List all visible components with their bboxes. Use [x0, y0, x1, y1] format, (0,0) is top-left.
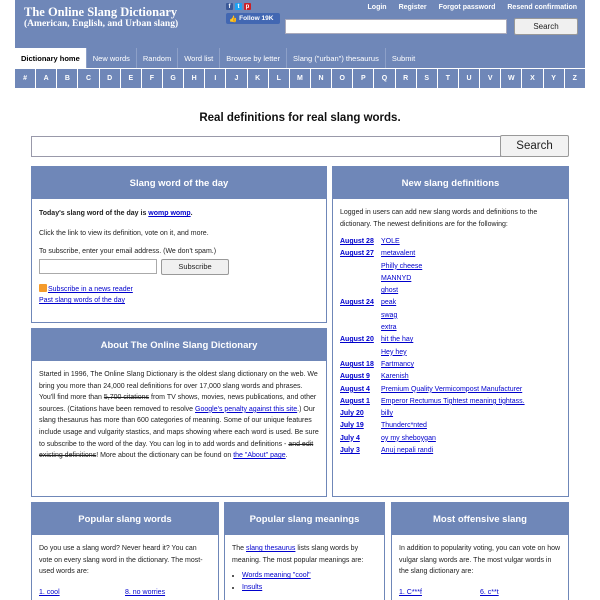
definition-words	[381, 248, 561, 297]
about-strike-citations: 5,700 citations	[103, 394, 150, 402]
about-text-3: .) Our slang thesaurus has more than 600 categories of meaning. Some of our unique features include usage and vulgarity stastics, and maps showing where each word is used. Be sure to subscribe to the word of the day. You can log in to add words and definitions -	[39, 405, 319, 448]
popular-word-link[interactable]: 1. cool	[39, 588, 60, 596]
twitter-icon[interactable]: t	[235, 3, 242, 10]
definition-row	[340, 445, 561, 457]
new-defs-list	[340, 236, 561, 457]
facebook-icon[interactable]: f	[226, 3, 233, 10]
letter-link[interactable]: V	[480, 69, 501, 88]
new-word-link[interactable]: YOLE	[381, 238, 400, 245]
letter-link[interactable]: B	[57, 69, 78, 88]
definition-words	[381, 334, 561, 359]
panel-title: Slang word of the day	[32, 167, 326, 199]
letter-link[interactable]: E	[121, 69, 142, 88]
letter-link[interactable]: Q	[374, 69, 395, 88]
definition-date[interactable]: August 9	[340, 373, 370, 381]
panel-title: New slang definitions	[333, 167, 568, 199]
subscribe-button[interactable]: Subscribe	[161, 259, 229, 275]
like-icon: 👍	[229, 15, 238, 23]
definition-words	[381, 408, 561, 420]
letter-link[interactable]: H	[184, 69, 205, 88]
tab-new-words[interactable]: New words	[86, 48, 136, 68]
letter-link[interactable]: T	[438, 69, 459, 88]
new-word-link[interactable]: Anuj nepali randi	[381, 447, 434, 455]
slang-thesaurus-link[interactable]: slang thesaurus	[246, 545, 296, 552]
new-word-link[interactable]: Thunderc*nted	[381, 422, 427, 430]
letter-link[interactable]: I	[205, 69, 226, 88]
register-link[interactable]: Register	[398, 4, 427, 11]
panel-title: Popular slang words	[32, 503, 218, 535]
definition-row	[340, 371, 561, 383]
definition-date[interactable]: July 3	[340, 447, 360, 455]
header-search-button[interactable]: Search	[514, 18, 578, 35]
site-subtitle: (American, English, and Urban slang)	[24, 19, 179, 29]
tab-browse-by-letter[interactable]: Browse by letter	[219, 48, 286, 68]
definition-words	[381, 371, 561, 383]
letter-link[interactable]: J	[226, 69, 247, 88]
about-page-link[interactable]: the "About" page	[233, 452, 286, 460]
definition-row	[340, 433, 561, 445]
about-text-5: .	[285, 452, 288, 460]
subscribe-prompt: To subscribe, enter your email address. (We don't spam.)	[39, 248, 217, 255]
about-text	[32, 361, 326, 470]
definition-date[interactable]: August 20	[340, 336, 374, 344]
panel-title: Most offensive slang	[392, 503, 568, 535]
new-word-link[interactable]: Premium Quality Vermicompost Manufacturer	[381, 385, 523, 393]
wotd-word-link[interactable]: womp womp	[148, 210, 191, 217]
letter-link[interactable]: S	[417, 69, 438, 88]
tab-slang-thesaurus[interactable]: Slang ("urban") thesaurus	[286, 48, 385, 68]
letter-link[interactable]: A	[36, 69, 57, 88]
definition-row	[340, 297, 561, 334]
definition-row	[340, 408, 561, 420]
site-title[interactable]: The Online Slang Dictionary	[24, 5, 178, 19]
about-strike-edit: and edit existing definitions	[39, 440, 314, 460]
definition-date[interactable]: August 27	[340, 250, 374, 258]
new-definitions-panel	[332, 166, 569, 497]
tab-random[interactable]: Random	[136, 48, 177, 68]
new-word-link[interactable]: Philly cheese	[381, 262, 423, 270]
wotd-suffix: .	[190, 210, 193, 217]
letter-link[interactable]: P	[353, 69, 374, 88]
letter-link[interactable]: C	[78, 69, 99, 88]
word-of-the-day-panel	[31, 166, 327, 323]
definition-date[interactable]: July 20	[340, 410, 364, 418]
panel-title: Popular slang meanings	[225, 503, 384, 535]
offensive-intro: In addition to popularity voting, you can vote on how vulgar slang words are. The most vulgar words in the slang dictionary are:	[399, 545, 561, 575]
definition-date[interactable]: August 24	[340, 299, 374, 307]
definition-row	[340, 396, 561, 408]
definition-words	[381, 420, 561, 432]
definition-date[interactable]: August 4	[340, 385, 370, 393]
letter-link[interactable]: Y	[544, 69, 565, 88]
definition-words	[381, 433, 561, 445]
tagline: Real definitions for real slang words.	[199, 112, 401, 124]
definition-row	[340, 359, 561, 371]
definition-row	[340, 420, 561, 432]
definition-words	[381, 396, 561, 408]
new-word-link[interactable]: metavalent	[381, 250, 416, 258]
letter-link[interactable]: G	[163, 69, 184, 88]
meanings-prefix: The	[232, 545, 247, 552]
about-text-4: ! More about the dictionary can be found on	[96, 452, 234, 460]
new-word-link[interactable]: swag	[381, 311, 398, 319]
definition-row	[340, 384, 561, 396]
new-word-link[interactable]: Emperor Rectumus Tightest meaning tightass.	[381, 397, 525, 405]
wotd-today	[39, 208, 319, 220]
definition-words	[381, 445, 561, 457]
new-word-link[interactable]: extra	[381, 324, 397, 332]
wotd-prefix: Today's slang word of the day is	[39, 210, 149, 217]
past-words-link[interactable]: Past slang words of the day	[39, 297, 125, 304]
about-text-1: Started in 1996, The Online Slang Dictionary is the oldest slang dictionary on the web. We bring you more than 24,000 real definitions for over 17,000 slang words and phrases. You'll find more than	[39, 371, 318, 402]
new-word-link[interactable]: peak	[381, 299, 397, 307]
definition-date[interactable]: August 1	[340, 397, 370, 405]
popular-meanings-panel	[224, 502, 385, 600]
header-search-input[interactable]	[285, 19, 507, 34]
letter-link[interactable]: M	[290, 69, 311, 88]
about-panel	[31, 328, 327, 497]
facebook-follow-button[interactable]	[226, 13, 280, 24]
meaning-link[interactable]: Insults	[242, 583, 263, 591]
tab-word-list[interactable]: Word list	[177, 48, 219, 68]
login-link[interactable]: Login	[367, 4, 387, 11]
pinterest-icon[interactable]: p	[245, 3, 250, 10]
offensive-word-link[interactable]: 6. c**t	[480, 588, 499, 596]
letter-link[interactable]: N	[311, 69, 332, 88]
new-word-link[interactable]: ghost	[381, 287, 399, 295]
account-links	[368, 4, 577, 11]
main-search-button[interactable]: Search	[500, 135, 569, 157]
new-word-link[interactable]: oy my sheboygan	[381, 434, 436, 442]
meaning-link[interactable]: Words meaning "cool"	[242, 572, 311, 579]
popular-words-panel	[31, 502, 219, 600]
letter-link[interactable]: K	[248, 69, 269, 88]
letter-link[interactable]: W	[501, 69, 522, 88]
definition-row	[340, 248, 561, 297]
meanings-suffix: lists slang words by meaning. The most popular meanings are:	[232, 545, 364, 564]
google-penalty-link[interactable]: Google's penalty against this site	[195, 405, 298, 413]
letter-link[interactable]: D	[100, 69, 121, 88]
follow-label: Follow 19K	[239, 15, 274, 22]
rss-row	[39, 284, 319, 296]
definition-date[interactable]: August 28	[340, 238, 374, 245]
letter-link[interactable]: L	[269, 69, 290, 88]
definition-words	[381, 236, 561, 248]
panel-title: About The Online Slang Dictionary	[32, 329, 326, 361]
rss-link[interactable]: Subscribe in a news reader	[48, 285, 133, 293]
definition-words	[381, 384, 561, 396]
letter-link[interactable]: O	[332, 69, 353, 88]
site-header	[15, 0, 585, 48]
letter-link[interactable]: #	[15, 69, 36, 88]
definition-row	[340, 236, 561, 248]
tab-submit[interactable]: Submit	[385, 48, 421, 68]
new-word-link[interactable]: Karenish	[381, 373, 409, 381]
new-defs-intro: Logged in users can add new slang words and definitions to the dictionary. The newest definitions are for the following:	[340, 209, 538, 228]
main-search-input[interactable]	[31, 136, 501, 157]
main-nav	[15, 48, 585, 68]
popular-word-link[interactable]: 8. no worries	[125, 588, 166, 596]
letter-link[interactable]: U	[459, 69, 480, 88]
definition-date[interactable]: August 18	[340, 360, 374, 368]
definition-date[interactable]: July 19	[340, 422, 364, 430]
letter-link[interactable]: R	[396, 69, 417, 88]
letter-link[interactable]: F	[142, 69, 163, 88]
letter-bar	[15, 68, 585, 88]
popular-words-intro: Do you use a slang word? Never heard it? You can vote on every slang word in the dictionary. The most-used words are:	[39, 545, 203, 575]
new-word-link[interactable]: billy	[381, 410, 394, 418]
wotd-hint: Click the link to view its definition, vote on it, and more.	[39, 229, 209, 237]
new-word-link[interactable]: Fartmancy	[381, 360, 415, 368]
tab-dictionary-home[interactable]: Dictionary home	[15, 48, 86, 68]
definition-date[interactable]: July 4	[340, 434, 360, 442]
popular-meanings-intro	[232, 543, 377, 566]
letter-link[interactable]: X	[522, 69, 543, 88]
letter-link[interactable]: Z	[572, 75, 577, 82]
resend-confirmation-link[interactable]: Resend confirmation	[507, 4, 577, 11]
definition-words	[381, 359, 561, 371]
offensive-slang-panel	[391, 502, 569, 600]
new-word-link[interactable]: hit the hay	[381, 336, 414, 344]
email-field[interactable]	[39, 259, 157, 274]
definition-row	[340, 334, 561, 359]
rss-icon	[39, 284, 47, 292]
new-word-link[interactable]: Hey hey	[381, 348, 407, 356]
social-icons	[226, 3, 251, 10]
new-word-link[interactable]: MANNYD	[381, 274, 412, 282]
forgot-password-link[interactable]: Forgot password	[438, 4, 496, 11]
definition-words	[381, 297, 561, 334]
offensive-word-link[interactable]: 1. C***f	[399, 588, 422, 596]
about-text-2: from TV shows, movies, news publications, and other sources. (Citations have been removed to resolve	[39, 394, 317, 413]
